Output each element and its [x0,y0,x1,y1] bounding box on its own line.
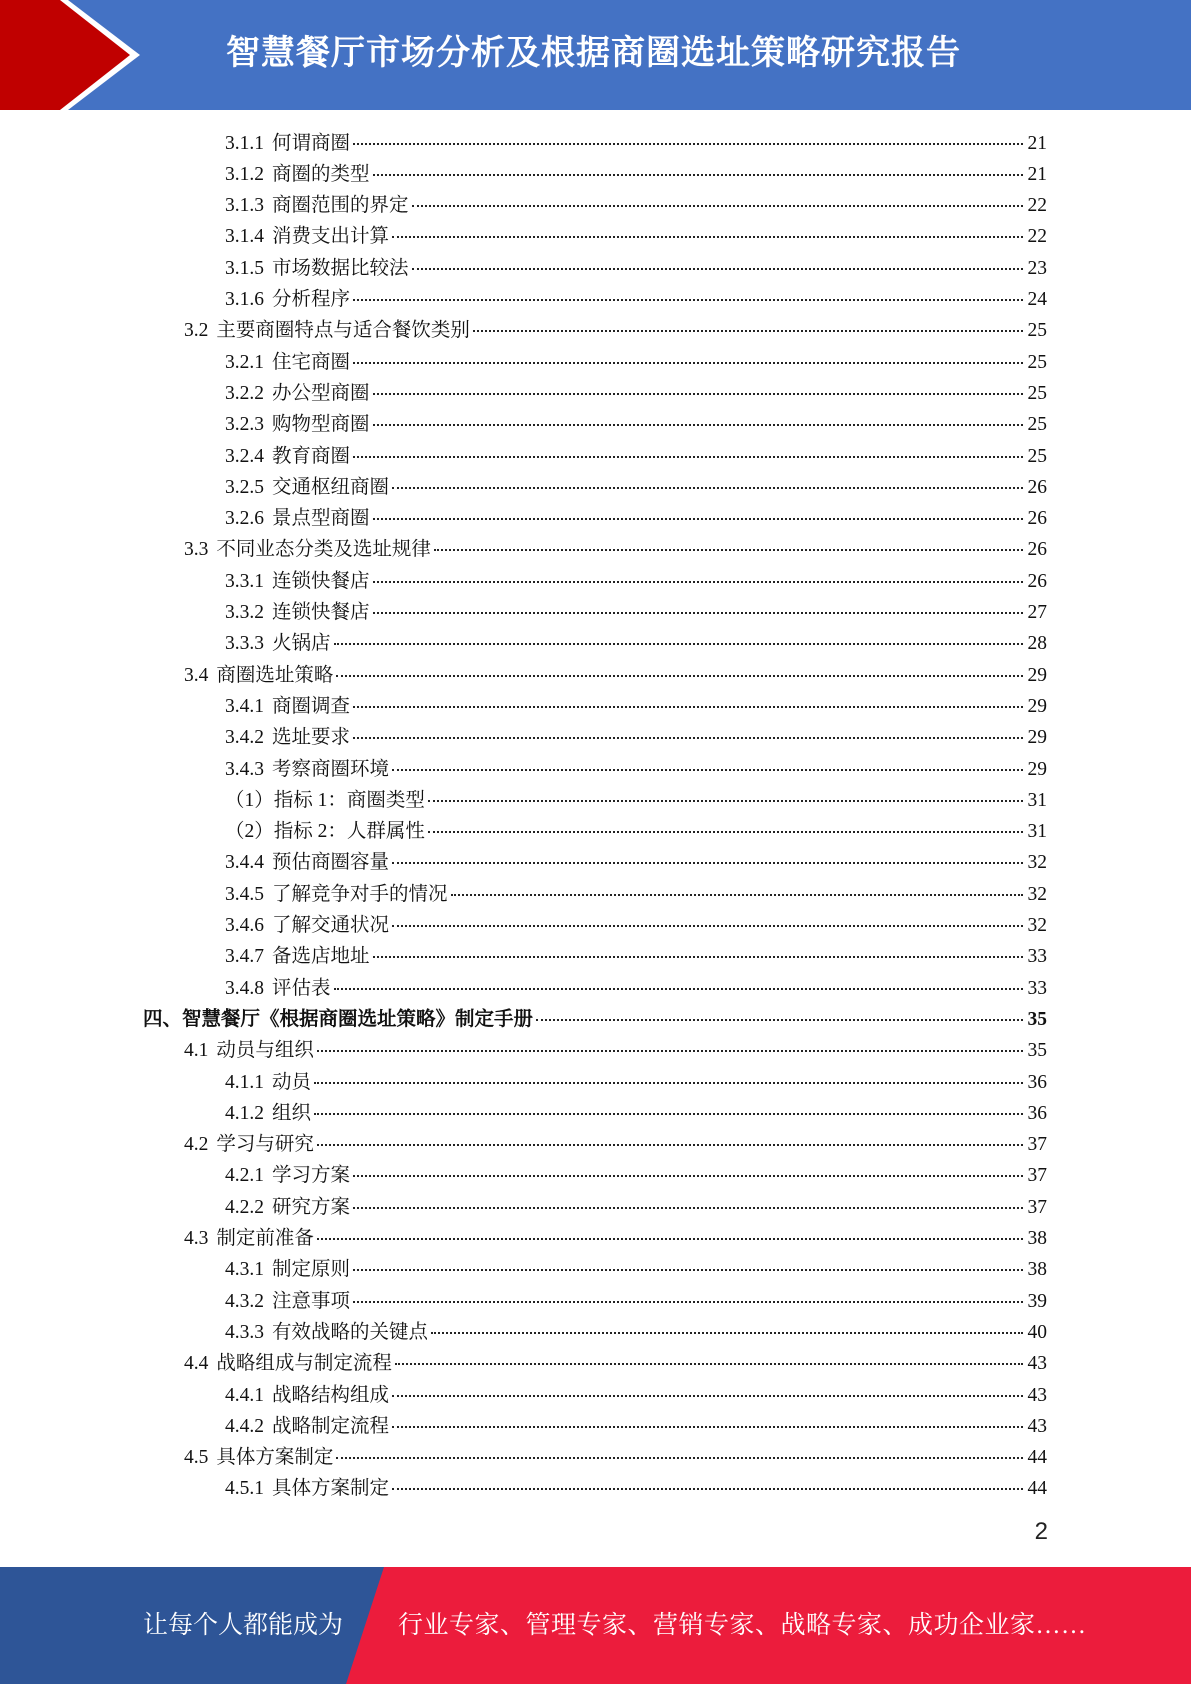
toc-entry[interactable] [225,1411,1047,1442]
footer-roles: 行业专家、管理专家、营销专家、战略专家、成功企业家…… [398,1612,1087,1639]
toc-entry-title: 四、智慧餐厅《根据商圈选址策略》制定手册 [143,1008,534,1030]
toc-entry-title: 商圈选址策略 [216,664,334,686]
toc-entry-title: 消费支出计算 [272,226,390,248]
toc-dot-leader [314,1082,1023,1084]
toc-entry-number: 4.5.1 [225,1478,264,1500]
toc-dot-leader [317,1144,1023,1146]
toc-entry-page: 44 [1027,1447,1047,1469]
toc-entry[interactable] [225,566,1047,597]
toc-entry-title: 组织 [272,1102,312,1124]
toc-entry-title: 预估商圈容量 [272,852,390,874]
toc-dot-leader [353,1269,1023,1271]
toc-entry-title: 注意事项 [272,1290,351,1312]
toc-entry[interactable] [225,973,1047,1004]
toc-dot-leader [334,643,1023,645]
toc-entry[interactable] [225,1192,1047,1223]
toc-entry-title: 学习方案 [272,1165,351,1187]
toc-entry[interactable] [225,409,1047,440]
toc-entry-page: 38 [1027,1259,1047,1281]
toc-entry-page: 21 [1027,163,1047,185]
toc-entry-number: 3.3.3 [225,633,264,655]
toc-entry-number: 3.4.4 [225,852,264,874]
toc-entry[interactable] [184,315,1047,346]
page-number: 2 [1034,1518,1048,1545]
toc-entry-page: 36 [1027,1102,1047,1124]
toc-entry[interactable] [225,1286,1047,1317]
toc-entry[interactable] [225,816,1047,847]
toc-entry-page: 29 [1027,727,1047,749]
toc-entry-title: 办公型商圈 [272,382,370,404]
report-title: 智慧餐厅市场分析及根据商圈选址策略研究报告 [226,33,961,73]
toc-entry-title: 了解竞争对手的情况 [272,883,448,905]
toc-entry-page: 43 [1027,1384,1047,1406]
toc-entry-number: 3.3 [184,539,209,561]
toc-entry-page: 26 [1027,539,1047,561]
toc-entry-number: 4.1 [184,1040,209,1062]
footer-slogan: 让每个人都能成为 [143,1612,344,1639]
toc-entry-number: 4.3.3 [225,1321,264,1343]
toc-entry-page: 31 [1027,821,1047,843]
toc-entry-number: 3.4.7 [225,946,264,968]
toc-entry-title: 商圈的类型 [272,163,370,185]
toc-entry[interactable] [225,159,1047,190]
toc-entry-number: 4.5 [184,1447,209,1469]
toc-entry[interactable] [184,1442,1047,1473]
toc-entry-title: 具体方案制定 [216,1447,334,1469]
toc-entry-title: 市场数据比较法 [272,257,409,279]
toc-dot-leader [317,1238,1023,1240]
toc-entry-number: 3.4 [184,664,209,686]
toc-dot-leader [373,424,1023,426]
toc-dot-leader [473,330,1023,332]
toc-entry[interactable] [225,879,1047,910]
toc-dot-leader [353,1301,1023,1303]
toc-entry-number: 4.2.1 [225,1165,264,1187]
toc-entry-title: 不同业态分类及选址规律 [216,539,431,561]
toc-entry-title: 景点型商圈 [272,508,370,530]
toc-dot-leader [373,581,1023,583]
toc-entry[interactable] [225,785,1047,816]
toc-entry-title: 具体方案制定 [272,1478,390,1500]
toc-entry-title: 了解交通状况 [272,915,390,936]
toc-entry-page: 22 [1027,226,1047,248]
toc-entry[interactable] [225,628,1047,659]
toc-entry-page: 21 [1027,132,1047,154]
toc-dot-leader [392,769,1023,771]
toc-entry-number: 3.2.1 [225,351,264,373]
toc-entry-page: 39 [1027,1290,1047,1312]
toc-entry-number: 3.4.1 [225,695,264,717]
toc-entry-title: 动员 [272,1071,312,1093]
toc-entry[interactable] [225,1380,1047,1411]
toc-dot-leader [428,800,1023,802]
toc-entry[interactable] [184,534,1047,565]
header-arrow-decoration [0,0,160,110]
toc-entry-title: （1）指标 1：商圈类型 [225,789,425,811]
toc-dot-leader [373,518,1023,520]
toc-entry[interactable] [225,253,1047,284]
toc-entry-page: 37 [1027,1196,1047,1218]
toc-entry-number: 3.1.2 [225,163,264,185]
toc-entry-title: 制定原则 [272,1259,351,1281]
toc-entry-page: 25 [1027,351,1047,373]
toc-dot-leader [373,174,1023,176]
toc-entry[interactable] [225,754,1047,785]
toc-dot-leader [314,1113,1023,1115]
toc-entry-page: 43 [1027,1353,1047,1375]
toc-entry-number: 4.3.2 [225,1290,264,1312]
toc-entry-number: 4.4 [184,1353,209,1375]
toc-entry[interactable] [225,722,1047,753]
toc-entry[interactable] [184,1348,1047,1379]
toc-entry[interactable] [225,1317,1047,1348]
toc-entry-title: 有效战略的关键点 [272,1321,429,1343]
toc-dot-leader [353,299,1023,301]
toc-dot-leader [317,1050,1023,1052]
toc-entry[interactable] [184,1223,1047,1254]
toc-entry-title: 火锅店 [272,633,331,655]
toc-entry-number: 3.3.2 [225,602,264,623]
toc-entry-page: 29 [1027,664,1047,686]
toc-entry-page: 36 [1027,1071,1047,1093]
toc-entry-number: 4.4.1 [225,1384,264,1406]
toc-entry[interactable] [225,691,1047,722]
toc-entry[interactable] [184,660,1047,691]
toc-dot-leader [392,1488,1023,1490]
toc-entry-title: 战略结构组成 [272,1384,390,1406]
toc-entry-page: 25 [1027,445,1047,467]
toc-entry-page: 44 [1027,1478,1047,1500]
toc-entry[interactable] [225,190,1047,221]
toc-entry-title: 动员与组织 [216,1040,314,1062]
toc-entry-number: 3.4.8 [225,977,264,999]
toc-entry-number: 3.4.6 [225,915,264,936]
toc-entry-page: 27 [1027,602,1047,623]
toc-entry-number: 3.1.5 [225,257,264,279]
toc-entry[interactable] [225,1160,1047,1191]
toc-dot-leader [392,1426,1023,1428]
toc-dot-leader [395,1363,1023,1365]
toc-entry-page: 33 [1027,977,1047,999]
toc-entry-page: 33 [1027,946,1047,968]
toc-entry-title: 商圈范围的界定 [272,195,409,217]
toc-dot-leader [392,487,1023,489]
toc-entry-number: 3.2.5 [225,476,264,498]
toc-entry-page: 32 [1027,915,1047,936]
toc-dot-leader [336,1457,1023,1459]
toc-entry[interactable] [225,910,1047,941]
toc-dot-leader [412,268,1023,270]
toc-entry[interactable] [225,597,1047,628]
toc-entry-number: 4.2.2 [225,1196,264,1218]
toc-dot-leader [434,549,1023,551]
toc-dot-leader [451,894,1023,896]
toc-dot-leader [353,706,1023,708]
toc-entry-number: 4.1.2 [225,1102,264,1124]
toc-entry-number: 3.4.2 [225,727,264,749]
toc-entry-page: 22 [1027,195,1047,217]
toc-entry-page: 28 [1027,633,1047,655]
toc-dot-leader [353,456,1023,458]
toc-entry-number: 4.1.1 [225,1071,264,1093]
toc-dot-leader [373,956,1023,958]
toc-entry-title: 教育商圈 [272,445,351,467]
toc-entry-number: 4.3 [184,1228,209,1249]
toc-entry-title: 交通枢纽商圈 [272,476,390,498]
toc-entry-page: 25 [1027,320,1047,342]
toc-entry-page: 26 [1027,570,1047,592]
toc-dot-leader [412,205,1023,207]
toc-entry-page: 26 [1027,508,1047,530]
toc-entry-title: （2）指标 2：人群属性 [225,821,425,843]
toc-entry[interactable] [225,441,1047,472]
toc-entry[interactable] [225,1098,1047,1129]
toc-entry-page: 35 [1027,1008,1047,1030]
toc-entry-page: 29 [1027,758,1047,780]
toc-entry[interactable] [225,128,1047,159]
toc-entry-page: 43 [1027,1415,1047,1437]
toc-entry-title: 制定前准备 [216,1228,314,1249]
toc-dot-leader [334,988,1023,990]
toc-entry-title: 备选店地址 [272,946,370,968]
toc-entry[interactable] [225,284,1047,315]
toc-entry-title: 选址要求 [272,727,351,749]
toc-entry-page: 25 [1027,414,1047,436]
toc-entry-page: 23 [1027,257,1047,279]
toc-entry-page: 37 [1027,1134,1047,1156]
toc-entry-page: 32 [1027,883,1047,905]
toc-entry[interactable] [225,1254,1047,1285]
toc-entry-page: 35 [1027,1040,1047,1062]
toc-entry-number: 3.4.3 [225,758,264,780]
toc-entry[interactable] [225,847,1047,878]
toc-entry-title: 商圈调查 [272,695,351,717]
toc-entry-title: 战略组成与制定流程 [216,1353,392,1375]
toc-dot-leader [353,362,1023,364]
toc-entry-number: 3.2 [184,320,209,342]
toc-entry[interactable] [225,1067,1047,1098]
toc-dot-leader [428,831,1023,833]
toc-dot-leader [536,1019,1023,1021]
toc-entry-number: 3.1.6 [225,289,264,310]
toc-dot-leader [353,737,1023,739]
toc-entry-number: 3.4.5 [225,883,264,905]
toc-entry-page: 25 [1027,382,1047,404]
toc-dot-leader [373,393,1023,395]
toc-entry[interactable] [225,472,1047,503]
toc-entry-number: 3.1.1 [225,132,264,154]
toc-entry-title: 连锁快餐店 [272,570,370,592]
toc-entry[interactable] [184,1129,1047,1160]
toc-entry-page: 29 [1027,695,1047,717]
toc-entry-number: 4.4.2 [225,1415,264,1437]
toc-entry-number: 4.2 [184,1134,209,1156]
toc-entry-title: 住宅商圈 [272,351,351,373]
toc-entry-number: 3.3.1 [225,570,264,592]
footer-banner [0,1567,1191,1684]
toc-entry-page: 26 [1027,476,1047,498]
toc-entry[interactable] [184,1035,1047,1066]
toc-entry-page: 24 [1027,289,1047,310]
toc-entry-title: 购物型商圈 [272,414,370,436]
toc-entry-title: 考察商圈环境 [272,758,390,780]
toc-dot-leader [373,612,1023,614]
toc-entry-title: 研究方案 [272,1196,351,1218]
toc-dot-leader [353,1175,1023,1177]
toc-entry[interactable] [225,378,1047,409]
toc-entry-page: 31 [1027,789,1047,811]
toc-entry-number: 3.2.6 [225,508,264,530]
toc-dot-leader [392,1395,1023,1397]
toc-entry[interactable] [225,941,1047,972]
toc-entry[interactable] [143,1004,1047,1035]
toc-entry[interactable] [225,503,1047,534]
toc-dot-leader [392,236,1023,238]
report-header [0,0,1191,110]
toc-dot-leader [392,925,1023,927]
toc-dot-leader [353,143,1023,145]
toc-entry-title: 何谓商圈 [272,132,351,154]
toc-entry-number: 4.3.1 [225,1259,264,1281]
toc-entry-number: 3.1.4 [225,226,264,248]
toc-entry-title: 学习与研究 [216,1134,314,1156]
toc-dot-leader [353,1207,1023,1209]
toc-entry-title: 战略制定流程 [272,1415,390,1437]
toc-entry[interactable] [225,347,1047,378]
toc-entry-page: 32 [1027,852,1047,874]
toc-entry-page: 37 [1027,1165,1047,1187]
toc-entry-page: 40 [1027,1321,1047,1343]
toc-entry-number: 3.2.2 [225,382,264,404]
toc-entry-number: 3.1.3 [225,195,264,217]
toc-dot-leader [392,862,1023,864]
toc-entry-page: 38 [1027,1228,1047,1249]
toc-entry-title: 评估表 [272,977,331,999]
toc-entry-number: 3.2.4 [225,445,264,467]
toc-entry-title: 分析程序 [272,289,351,310]
toc-entry[interactable] [225,1473,1047,1504]
toc-dot-leader [431,1332,1023,1334]
toc-entry[interactable] [225,221,1047,252]
toc-dot-leader [336,675,1023,677]
toc-entry-title: 主要商圈特点与适合餐饮类别 [216,320,470,342]
toc-entry-number: 3.2.3 [225,414,264,436]
toc-entry-title: 连锁快餐店 [272,602,370,623]
